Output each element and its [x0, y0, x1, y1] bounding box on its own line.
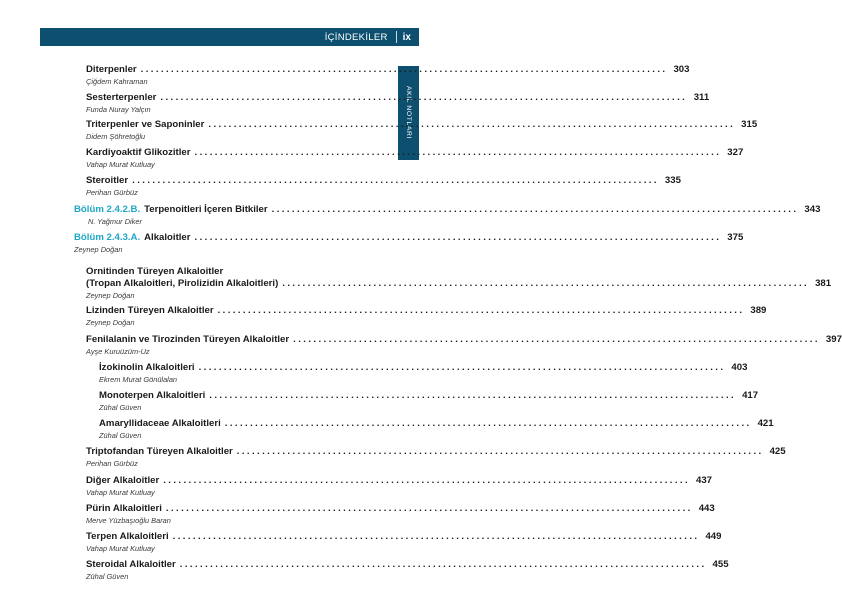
header-title: İÇİNDEKİLER — [324, 31, 388, 43]
entry-author: Zeynep Doğan — [86, 318, 135, 327]
entry-author: Zühal Güven — [99, 431, 142, 440]
entry-page: 421 — [757, 418, 774, 429]
dot-leader: ........................................................................................................ — [282, 278, 810, 289]
entry-page: 417 — [742, 390, 759, 401]
side-tab-label: AKIL NOTLARI — [405, 86, 412, 140]
entry-author: Vahap Murat Kutluay — [86, 160, 155, 169]
dot-leader: ........................................................................................................ — [132, 175, 659, 186]
entry-author: Zeynep Doğan — [74, 245, 123, 254]
entry-title: Monoterpen Alkaloitleri — [99, 390, 206, 401]
entry-page: 315 — [741, 119, 758, 130]
entry-title: Fenilalanin ve Tirozinden Türeyen Alkaloitler — [86, 334, 290, 345]
dot-leader: ........................................................................................................ — [165, 503, 693, 514]
entry-title: Lizinden Türeyen Alkaloitler — [86, 305, 214, 316]
entry-author: N. Yağmur Diker — [88, 217, 142, 226]
entry-author: Vahap Murat Kutluay — [86, 488, 155, 497]
toc-entry[interactable] — [86, 334, 842, 357]
entry-page: 327 — [727, 147, 744, 158]
entry-title: Steroidal Alkaloitler — [86, 559, 176, 570]
entry-author: Ekrem Murat Gönülalan — [99, 375, 178, 384]
entry-page: 443 — [698, 503, 715, 514]
entry-page: 389 — [750, 305, 767, 316]
entry-title: Diğer Alkaloitler — [86, 475, 160, 486]
entry-page: 375 — [727, 232, 744, 243]
toc-section-entry[interactable] — [74, 204, 821, 227]
entry-title: Pürin Alkaloitleri — [86, 503, 162, 514]
entry-author: Zühal Güven — [86, 572, 129, 581]
entry-author: Vahap Murat Kutluay — [86, 544, 155, 553]
toc-entry[interactable] — [86, 147, 744, 170]
dot-leader: ........................................................................................................ — [179, 559, 707, 570]
header-page-number: ix — [402, 31, 411, 43]
entry-author: Didem Şöhretoğlu — [86, 132, 146, 141]
entry-title: Terpen Alkaloitleri — [86, 531, 169, 542]
entry-author: Perihan Gürbüz — [86, 459, 138, 468]
entry-title: Alkaloitler — [144, 232, 191, 243]
entry-page: 449 — [705, 531, 722, 542]
entry-page: 311 — [693, 92, 710, 103]
entry-title: Triterpenler ve Saponinler — [86, 119, 205, 130]
entry-author: Zeynep Doğan — [86, 291, 135, 300]
entry-title: Diterpenler — [86, 64, 137, 75]
dot-leader: ........................................................................................................ — [160, 92, 688, 103]
dot-leader: ........................................................................................................ — [140, 64, 668, 75]
entry-page: 381 — [815, 278, 832, 289]
toc-entry[interactable] — [86, 503, 715, 526]
toc-entry[interactable] — [86, 531, 722, 554]
dot-leader: ........................................................................................................ — [224, 418, 752, 429]
dot-leader: ........................................................................................................ — [172, 531, 700, 542]
toc-section-entry[interactable] — [74, 232, 744, 255]
entry-author: Ayşe Kuruüzüm-Uz — [86, 347, 150, 356]
entry-title: Steroitler — [86, 175, 129, 186]
dot-leader: ........................................................................................................ — [217, 305, 745, 316]
entry-title: İzokinolin Alkaloitleri — [99, 362, 195, 373]
entry-title: Amaryllidaceae Alkaloitleri — [99, 418, 221, 429]
toc-entry[interactable] — [86, 446, 786, 469]
entry-author: Zühal Güven — [99, 403, 142, 412]
entry-title: Sesterterpenler — [86, 92, 157, 103]
section-label: Bölüm 2.4.2.B. — [74, 204, 141, 215]
toc-entry[interactable] — [86, 175, 681, 198]
entry-author: Perihan Gürbüz — [86, 188, 138, 197]
entry-title-line1: Ornitinden Türeyen Alkaloitler — [86, 266, 224, 277]
entry-title: Terpenoitleri İçeren Bitkiler — [144, 204, 268, 215]
entry-page: 403 — [731, 362, 748, 373]
dot-leader: ........................................................................................................ — [198, 362, 726, 373]
dot-leader: ........................................................................................................ — [194, 232, 722, 243]
dot-leader: ........................................................................................................ — [271, 204, 799, 215]
dot-leader: ........................................................................................................ — [208, 119, 736, 130]
entry-author: Çiğdem Kahraman — [86, 77, 148, 86]
toc-entry[interactable] — [86, 119, 758, 142]
entry-page: 397 — [825, 334, 842, 345]
entry-author: Merve Yüzbaşıoğlu Baran — [86, 516, 171, 525]
toc-entry[interactable] — [86, 559, 729, 582]
toc-entry[interactable] — [86, 475, 713, 498]
entry-page: 437 — [696, 475, 713, 486]
section-label: Bölüm 2.4.3.A. — [74, 232, 141, 243]
dot-leader: ........................................................................................................ — [236, 446, 764, 457]
toc-entry[interactable] — [86, 92, 710, 115]
toc-entry[interactable] — [86, 266, 832, 301]
dot-leader: ........................................................................................................ — [194, 147, 722, 158]
toc-entry[interactable] — [99, 362, 748, 385]
entry-title-group — [74, 232, 191, 244]
entry-title: (Tropan Alkaloitleri, Pirolizidin Alkaloitleri) — [86, 278, 279, 289]
entry-page: 335 — [664, 175, 681, 186]
entry-author: Funda Nuray Yalçın — [86, 105, 151, 114]
entry-page: 303 — [673, 64, 690, 75]
entry-page: 455 — [712, 559, 729, 570]
entry-page: 343 — [804, 204, 821, 215]
entry-title-group — [74, 204, 268, 216]
toc-entry[interactable] — [99, 418, 774, 441]
dot-leader: ........................................................................................................ — [163, 475, 691, 486]
dot-leader: ........................................................................................................ — [209, 390, 737, 401]
toc-entry[interactable] — [99, 390, 759, 413]
toc-entry[interactable] — [86, 64, 690, 87]
dot-leader: ........................................................................................................ — [293, 334, 820, 345]
entry-page: 425 — [769, 446, 786, 457]
entry-title: Kardiyoaktif Glikozitler — [86, 147, 191, 158]
entry-title: Triptofandan Türeyen Alkaloitler — [86, 446, 233, 457]
toc-entry[interactable] — [86, 305, 767, 328]
